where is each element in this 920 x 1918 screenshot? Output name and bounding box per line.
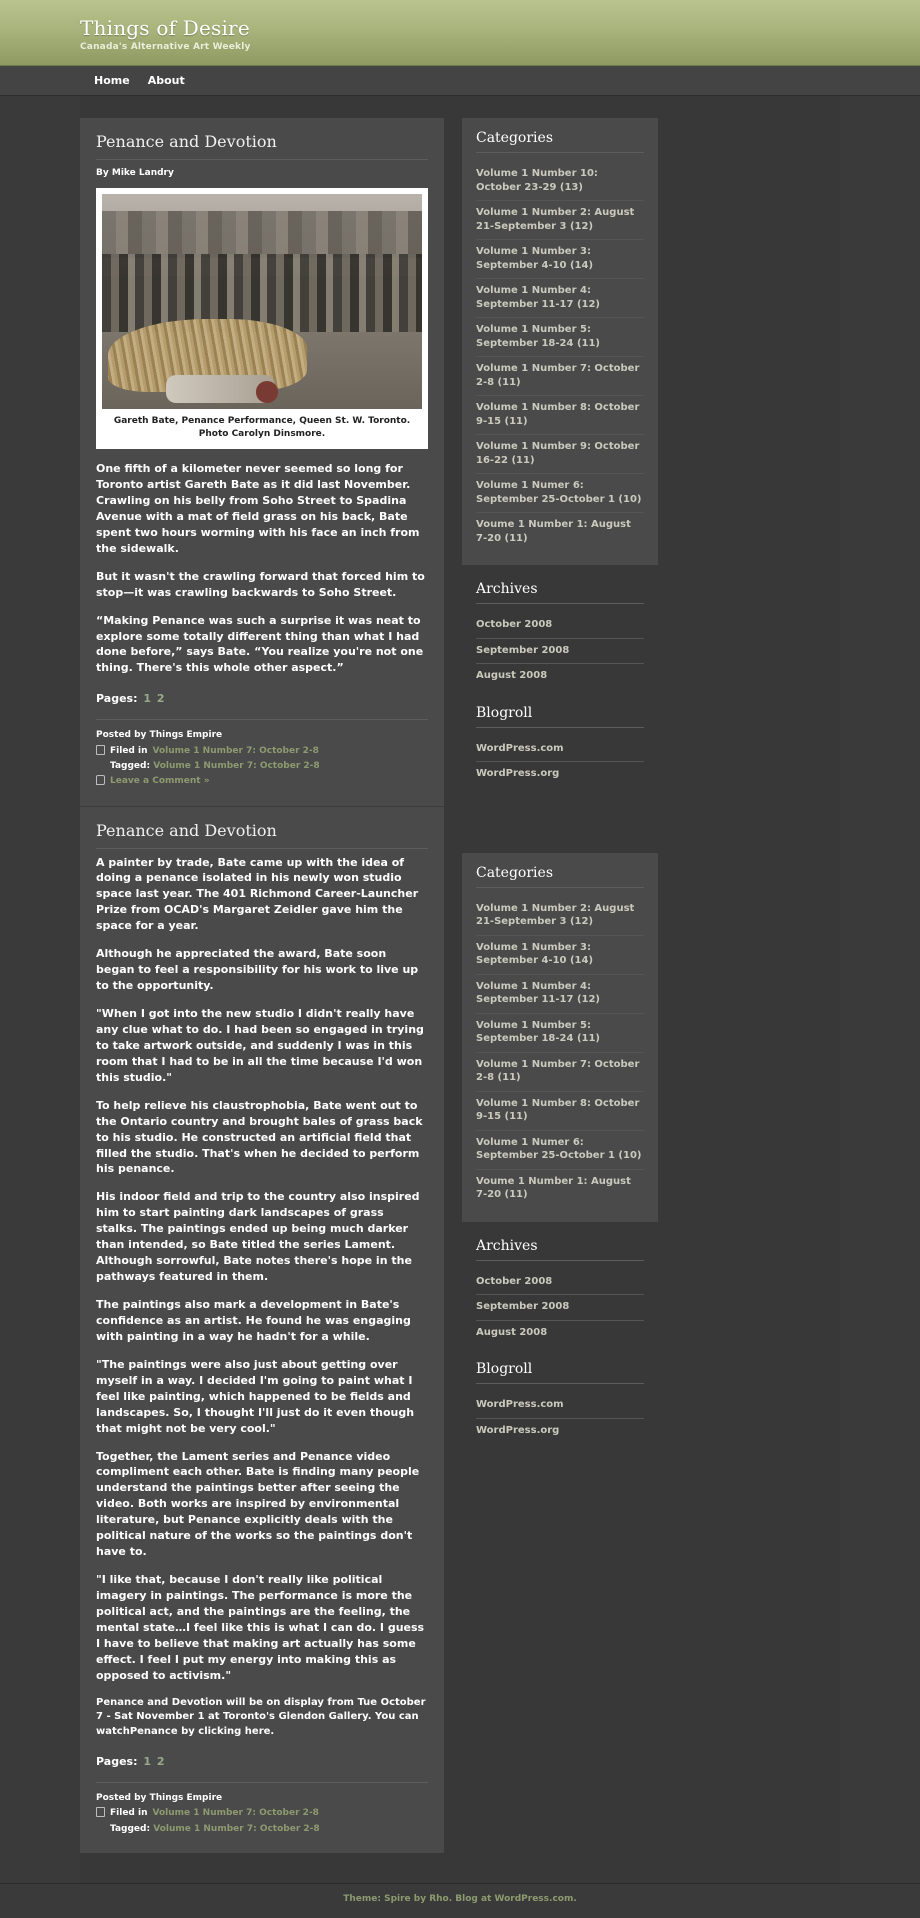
- list-item: [476, 613, 644, 639]
- list-item: [476, 664, 644, 689]
- category-link[interactable]: Volume 1 Number 5: September 18-24 (11): [476, 324, 600, 349]
- category-link[interactable]: Volume 1 Number 2: August 21-September 3 (12): [476, 207, 635, 232]
- list-item: [476, 201, 644, 240]
- widget-title-categories: Categories: [476, 865, 644, 888]
- nav-item-home[interactable]: Home: [94, 74, 130, 87]
- list-item: [476, 1053, 644, 1092]
- leave-comment-link[interactable]: Leave a Comment »: [110, 776, 210, 787]
- site-title[interactable]: Things of Desire: [80, 16, 250, 40]
- blogroll-list: [476, 737, 644, 787]
- page-title[interactable]: Penance and Devotion: [96, 821, 428, 849]
- post-paragraph: "The paintings were also just about getting over myself in a way. I decided I'm going to paint what I feel like painting, which happened to be fields and landscapes. So, I thought I'll just do it even though that might not be very cool.": [96, 1357, 415, 1435]
- site-footer: [80, 1884, 840, 1918]
- category-link[interactable]: Volume 1 Number 5: September 18-24 (11): [476, 1019, 600, 1044]
- list-item: [476, 474, 644, 513]
- page-icon: [96, 1807, 105, 1817]
- post-author: Posted by Things Empire: [96, 1793, 223, 1804]
- archive-link[interactable]: September 2008: [476, 644, 570, 656]
- category-link[interactable]: Volume 1 Number 8: October 9-15 (11): [476, 402, 640, 427]
- post-paragraph: To help relieve his claustrophobia, Bate went out to the Ontario country and brought bales of grass back to his studio. He constructed an artificial field that filled the studio. That's when he decided to perform his penance.: [96, 1098, 423, 1176]
- sidebar-block-top: [462, 118, 658, 787]
- tagged-label: Tagged:: [110, 760, 151, 771]
- list-item: [476, 975, 644, 1014]
- blogroll-link[interactable]: WordPress.org: [476, 768, 560, 779]
- list-item: [476, 279, 644, 318]
- post-paragraph: Although he appreciated the award, Bate soon began to feel a responsibility for his work to live up to the opportunity.: [96, 947, 419, 993]
- post-paragraph: "I like that, because I don't really like political imagery in paintings. The performance is more the political act, and the paintings are the feeling, the mental state…I feel like this is what I can do. I guess I have to believe that making art actually has some effect. I feel I put my energy into making this as opposed to activism.": [96, 1573, 425, 1682]
- widget-archives: [462, 1238, 658, 1346]
- category-link[interactable]: Volume 1 Number 7: October 2-8 (11): [476, 363, 640, 388]
- blogroll-list: [476, 1393, 644, 1443]
- post-paragraph: Together, the Lament series and Penance video compliment each other. Bate is finding many people understand the paintings better after seeing the video. Both works are inspired by environmental literature, but Penance explicitly deals with the political nature of the works so the paintings don't have to.: [96, 1449, 420, 1559]
- list-item: [476, 513, 644, 551]
- post-author: Posted by Things Empire: [96, 730, 223, 741]
- list-item: [476, 240, 644, 279]
- post-photo: [102, 194, 422, 409]
- list-item: [476, 1170, 644, 1208]
- list-item: [476, 737, 644, 763]
- post-meta: [96, 1782, 428, 1837]
- widget-blogroll: [462, 705, 658, 787]
- list-item: [476, 318, 644, 357]
- filed-in-category[interactable]: Volume 1 Number 7: October 2-8: [152, 745, 319, 756]
- archive-link[interactable]: August 2008: [476, 670, 548, 681]
- post-article: [80, 118, 444, 806]
- post-figure: [96, 188, 428, 449]
- tagged-term[interactable]: Volume 1 Number 7: October 2-8: [153, 1823, 320, 1834]
- blogroll-link[interactable]: WordPress.org: [476, 1424, 560, 1436]
- sidebar-block-bottom: [462, 853, 658, 1444]
- post-paragraph: One fifth of a kilometer never seemed so long for Toronto artist Gareth Bate as it did last November. Crawling on his belly from Soho Street to Spadina Avenue with a mat of field grass on his back, Bate spent two hours worming with his face an inch from the sidewalk.: [96, 462, 420, 555]
- list-item: [476, 396, 644, 435]
- primary-navigation: [0, 66, 920, 96]
- photo-caption: Gareth Bate, Penance Performance, Queen St. W. Toronto. Photo Carolyn Dinsmore.: [113, 416, 411, 440]
- category-link[interactable]: Volume 1 Number 2: August 21-September 3 (12): [476, 902, 635, 927]
- widget-archives: [462, 581, 658, 689]
- blogroll-link[interactable]: WordPress.com: [476, 742, 564, 754]
- categories-list: [476, 897, 644, 1208]
- comment-icon: [96, 775, 105, 785]
- footer-credit[interactable]: Theme: Spire by Rho. Blog at WordPress.com.: [343, 1894, 577, 1905]
- post-article: [80, 806, 444, 1854]
- archives-list: [476, 613, 644, 689]
- list-item: [476, 435, 644, 474]
- post-paragraph: The paintings also mark a development in Bate's confidence as an artist. He found he was engaging with painting in a way he hadn't for a while.: [96, 1298, 411, 1343]
- post-paragraph: "When I got into the new studio I didn't really have any clue what to do. I had been so engaged in trying to take artwork outside, and suddenly I was in this room that I had to be in all the time because I'd won this studio.": [96, 1007, 424, 1084]
- site-header: [0, 0, 920, 66]
- blogroll-link[interactable]: WordPress.com: [476, 1399, 564, 1410]
- widget-blogroll: [462, 1361, 658, 1443]
- category-link[interactable]: Volume 1 Numer 6: September 25-October 1 (10): [476, 480, 642, 505]
- widget-categories: [462, 118, 658, 565]
- list-item: [476, 1295, 644, 1321]
- category-link[interactable]: Volume 1 Number 3: September 4-10 (14): [476, 941, 594, 966]
- pagination-page-2[interactable]: 2: [156, 1755, 165, 1769]
- post-paragraph: “Making Penance was such a surprise it was neat to explore some totally different thing than what I had done before,” says Bate. “You realize you're not one thing. There's this whole other aspect.”: [96, 613, 424, 675]
- list-item: [476, 1014, 644, 1053]
- widget-categories: [462, 853, 658, 1222]
- archive-link[interactable]: October 2008: [476, 619, 553, 630]
- tagged-label: Tagged:: [110, 1823, 151, 1834]
- list-item: [476, 936, 644, 975]
- category-link[interactable]: Voume 1 Number 1: August 7-20 (11): [476, 519, 631, 544]
- post-paragraph: But it wasn't the crawling forward that forced him to stop—it was crawling backwards to Soho Street.: [96, 569, 425, 599]
- archive-link[interactable]: August 2008: [476, 1326, 548, 1338]
- post-meta: [96, 719, 428, 789]
- pagination-page-2[interactable]: 2: [156, 692, 165, 706]
- category-link[interactable]: Voume 1 Number 1: August 7-20 (11): [476, 1175, 631, 1200]
- post-paragraph: A painter by trade, Bate came up with the idea of doing a penance isolated in his newly won studio space last year. The 401 Richmond Career-Launcher Prize from OCAD's Margaret Zeidler gave him the space for a year.: [96, 855, 419, 933]
- page-title[interactable]: Penance and Devotion: [96, 132, 428, 160]
- page-icon: [96, 745, 105, 755]
- list-item: [476, 357, 644, 396]
- archive-link[interactable]: October 2008: [476, 1275, 553, 1287]
- archive-link[interactable]: September 2008: [476, 1301, 570, 1312]
- widget-title-categories: Categories: [476, 130, 644, 153]
- widget-title-archives: Archives: [476, 581, 644, 604]
- list-item: [476, 1321, 644, 1346]
- list-item: [476, 897, 644, 936]
- category-link[interactable]: Volume 1 Number 4: September 11-17 (12): [476, 285, 600, 310]
- widget-title-blogroll: Blogroll: [476, 705, 644, 728]
- category-link[interactable]: Volume 1 Number 4: September 11-17 (12): [476, 980, 600, 1005]
- pagination: [96, 1755, 428, 1768]
- content-column: [80, 118, 444, 1853]
- category-link[interactable]: Volume 1 Number 8: October 9-15 (11): [476, 1097, 640, 1122]
- list-item: [476, 1131, 644, 1170]
- pagination-page-1[interactable]: 1: [143, 692, 151, 706]
- site-tagline: Canada's Alternative Art Weekly: [80, 42, 251, 52]
- post-paragraph: His indoor field and trip to the country also inspired him to start painting dark landscapes of grass stalks. The paintings ended up being much darker than intended, so Bate titled the series Lament. Although sorrowful, Bate notes there's hope in the pathways featured in them.: [96, 1190, 420, 1284]
- filed-in-label: Filed in: [110, 745, 148, 756]
- page-body: [80, 96, 840, 1883]
- list-item: [476, 1270, 644, 1296]
- category-link[interactable]: Volume 1 Number 9: October 16-22 (11): [476, 441, 640, 466]
- list-item: [476, 162, 644, 201]
- sidebar: [462, 118, 658, 1443]
- list-item: [476, 762, 644, 787]
- category-link[interactable]: Volume 1 Numer 6: September 25-October 1 (10): [476, 1136, 642, 1161]
- widget-title-blogroll: Blogroll: [476, 1361, 644, 1384]
- pagination-page-1[interactable]: 1: [143, 1755, 151, 1769]
- list-item: [476, 639, 644, 665]
- categories-list: [476, 162, 644, 551]
- post-closing-note: Penance and Devotion will be on display from Tue October 7 - Sat November 1 at Toronto's Glendon Gallery. You can watchPenance by clicking here.: [96, 1696, 426, 1737]
- widget-title-archives: Archives: [476, 1238, 644, 1261]
- pagination: [96, 692, 428, 705]
- pagination-label: Pages:: [96, 1755, 138, 1769]
- filed-in-category[interactable]: Volume 1 Number 7: October 2-8: [152, 1808, 319, 1819]
- nav-item-about[interactable]: About: [147, 74, 185, 87]
- list-item: [476, 1419, 644, 1444]
- category-link[interactable]: Volume 1 Number 3: September 4-10 (14): [476, 246, 594, 271]
- category-link[interactable]: Volume 1 Number 10: October 23-29 (13): [476, 168, 598, 193]
- tagged-term[interactable]: Volume 1 Number 7: October 2-8: [153, 760, 320, 771]
- archives-list: [476, 1270, 644, 1346]
- category-link[interactable]: Volume 1 Number 7: October 2-8 (11): [476, 1058, 640, 1083]
- list-item: [476, 1092, 644, 1131]
- post-byline: By Mike Landry: [96, 168, 174, 178]
- filed-in-label: Filed in: [110, 1808, 148, 1819]
- list-item: [476, 1393, 644, 1419]
- pagination-label: Pages:: [96, 692, 138, 706]
